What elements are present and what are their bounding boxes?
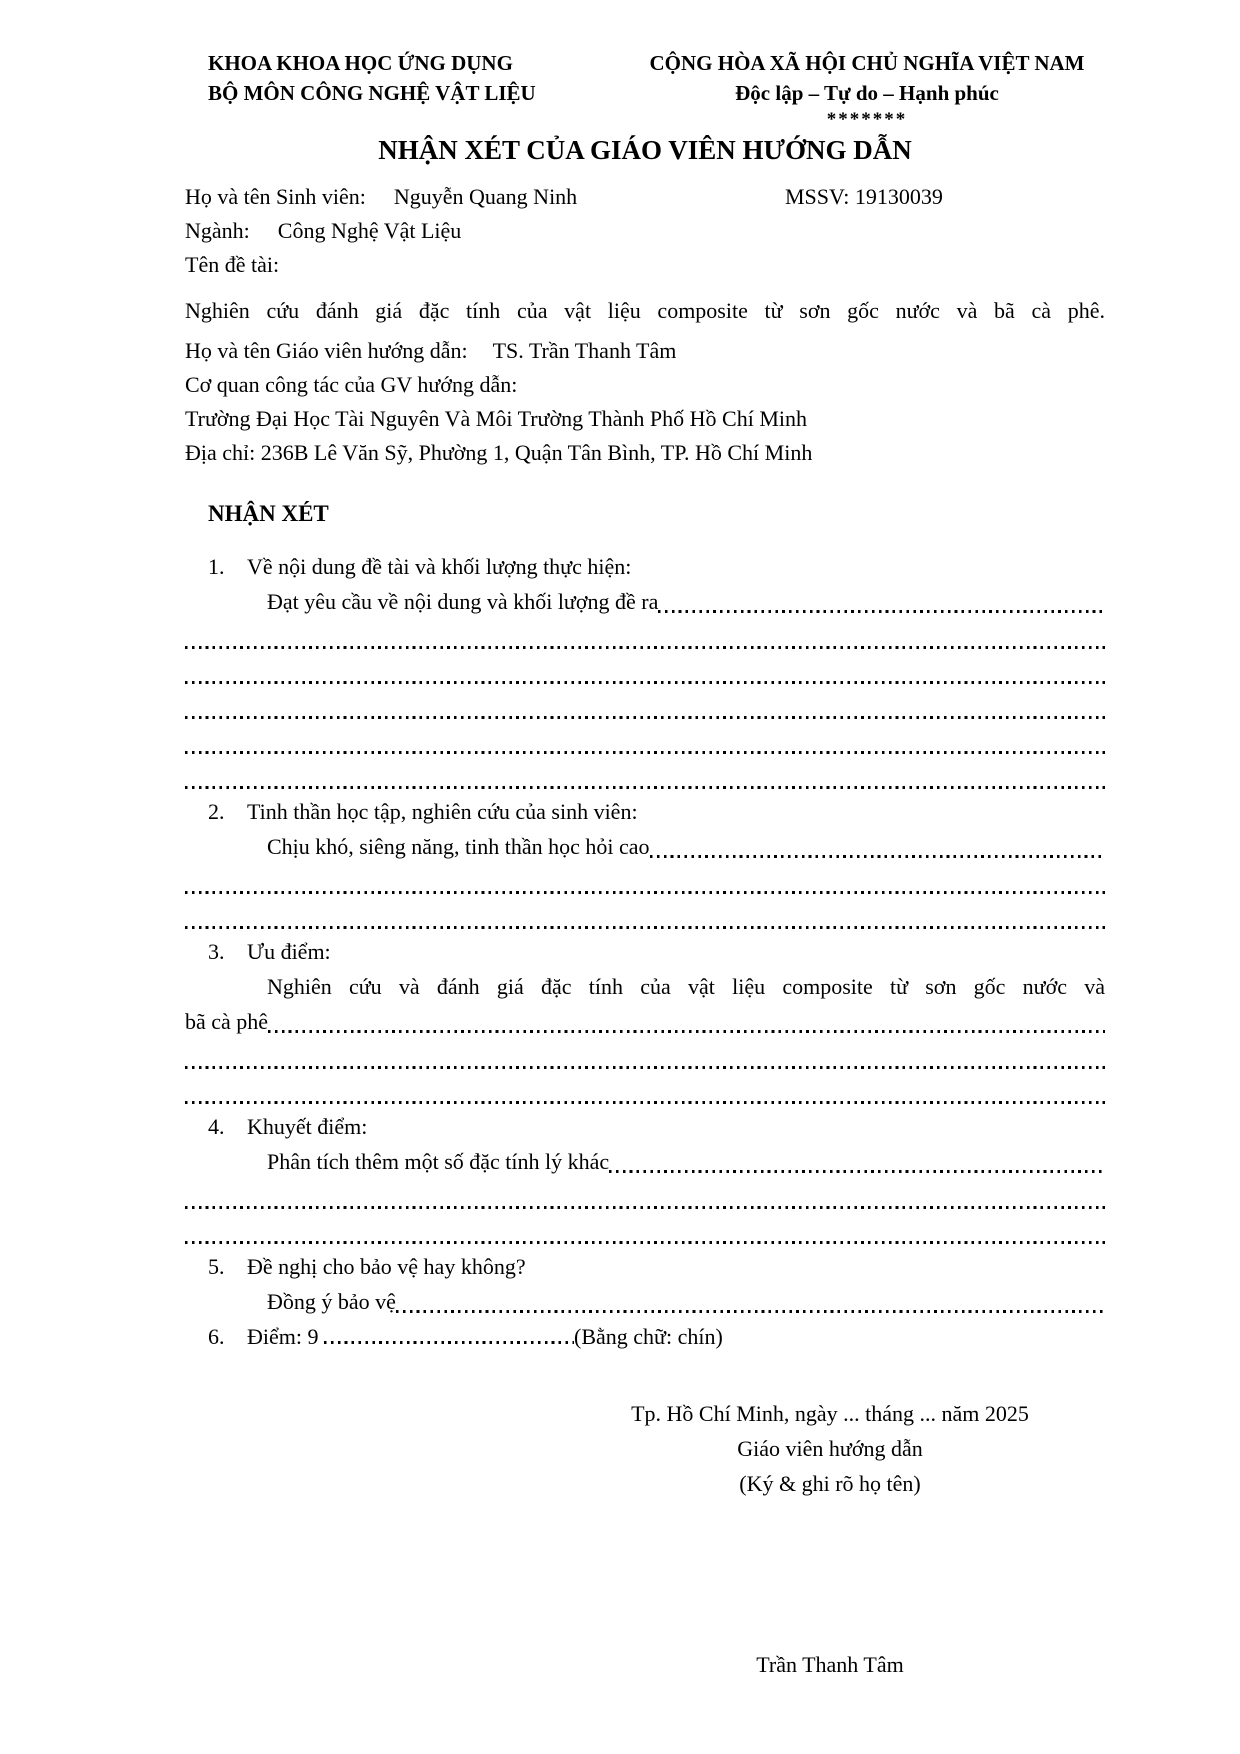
dotted-leader <box>324 1341 574 1344</box>
item-1-answer <box>185 584 1105 619</box>
signature-note-line: (Ký & ghi rõ họ tên) <box>739 1471 921 1496</box>
student-label: Họ và tên Sinh viên: <box>185 184 366 209</box>
item-3-heading <box>185 934 1105 969</box>
national-motto-line1: CỘNG HÒA XÃ HỘI CHỦ NGHĨA VIỆT NAM <box>649 51 1085 75</box>
dotted-leader <box>609 1170 1105 1173</box>
student-id: MSSV: 19130039 <box>785 184 943 209</box>
item-1-heading <box>185 549 1105 584</box>
dotted-fill-line <box>185 689 1105 724</box>
item-5-answer-text: Đồng ý bảo vệ <box>267 1289 396 1314</box>
address-line: Địa chỉ: 236B Lê Văn Sỹ, Phường 1, Quận Tân Bình, TP. Hồ Chí Minh <box>185 440 813 465</box>
workplace-value-line: Trường Đại Học Tài Nguyên Và Môi Trường Thành Phố Hồ Chí Minh <box>185 406 808 431</box>
dotted-fill-line <box>185 654 1105 689</box>
division-name: BỘ MÔN CÔNG NGHỆ VẬT LIỆU <box>208 81 536 105</box>
national-motto-line2: Độc lập – Tự do – Hạnh phúc <box>735 81 999 105</box>
signature-block <box>555 1396 1105 1501</box>
department-block <box>208 48 536 108</box>
dotted-fill-line <box>185 759 1105 794</box>
item-6-heading <box>185 1319 1105 1354</box>
item-4-number: 4. <box>208 1114 225 1139</box>
dotted-leader <box>658 610 1105 613</box>
dotted-fill-line <box>185 1039 1105 1074</box>
topic-label: Tên đề tài: <box>185 252 280 277</box>
item-6-score: Điểm: 9 <box>247 1324 324 1349</box>
item-3-label: Ưu điểm: <box>247 939 331 964</box>
faculty-name: KHOA KHOA HỌC ỨNG DỤNG <box>208 51 513 75</box>
item-3-answer-line1: Nghiên cứu và đánh giá đặc tính của vật liệu composite từ sơn gốc nước và <box>267 974 1105 999</box>
dotted-fill-line <box>185 1074 1105 1109</box>
dotted-leader <box>396 1310 1105 1313</box>
item-1-answer-text: Đạt yêu cầu về nội dung và khối lượng đề ra <box>267 589 659 614</box>
signature-date-line: Tp. Hồ Chí Minh, ngày ... tháng ... năm 2025 <box>631 1401 1029 1426</box>
major-line <box>185 214 1105 248</box>
item-6-number: 6. <box>208 1324 225 1349</box>
signer-name: Trần Thanh Tâm <box>756 1652 904 1677</box>
dotted-fill-line <box>185 619 1105 654</box>
major-value: Công Nghệ Vật Liệu <box>277 218 462 243</box>
dotted-leader <box>650 855 1106 858</box>
advisor-label: Họ và tên Giáo viên hướng dẫn: <box>185 338 468 363</box>
item-2-label: Tinh thần học tập, nghiên cứu của sinh viên: <box>247 799 638 824</box>
item-2-heading <box>185 794 1105 829</box>
workplace-label-line: Cơ quan công tác của GV hướng dẫn: <box>185 372 518 397</box>
item-3-number: 3. <box>208 939 225 964</box>
signature-role-line: Giáo viên hướng dẫn <box>737 1436 923 1461</box>
topic-value-line: Nghiên cứu đánh giá đặc tính của vật liệu composite từ sơn gốc nước và bã cà phê. <box>185 298 1105 323</box>
item-4-heading <box>185 1109 1105 1144</box>
item-2-answer <box>185 829 1105 864</box>
item-2-answer-text: Chịu khó, siêng năng, tinh thần học hỏi cao <box>267 834 650 859</box>
dotted-fill-line <box>185 864 1105 899</box>
major-label: Ngành: <box>185 218 250 243</box>
topic-label-line <box>185 248 1105 282</box>
item-4-label: Khuyết điểm: <box>247 1114 368 1139</box>
item-6-score-words: (Bằng chữ: chín) <box>574 1324 723 1349</box>
student-line <box>185 180 1105 214</box>
item-5-label: Đề nghị cho bảo vệ hay không? <box>247 1254 526 1279</box>
advisor-name: TS. Trần Thanh Tâm <box>492 338 677 363</box>
divider-stars: ******* <box>826 109 908 130</box>
dotted-fill-line <box>185 1179 1105 1214</box>
section-heading: NHẬN XÉT <box>208 501 329 526</box>
item-5-number: 5. <box>208 1254 225 1279</box>
item-4-answer-text: Phân tích thêm một số đặc tính lý khác <box>267 1149 610 1174</box>
item-1-label: Về nội dung đề tài và khối lượng thực hiện: <box>247 554 632 579</box>
dotted-leader <box>268 1030 1105 1033</box>
dotted-fill-line <box>185 724 1105 759</box>
dotted-fill-line <box>185 1214 1105 1249</box>
item-3-answer-line2 <box>185 1004 1105 1039</box>
national-header-block <box>647 48 1087 132</box>
page-title: NHẬN XÉT CỦA GIÁO VIÊN HƯỚNG DẪN <box>378 135 912 165</box>
item-4-answer <box>185 1144 1105 1179</box>
advisor-line <box>185 334 1105 368</box>
student-name: Nguyễn Quang Ninh <box>393 184 578 209</box>
review-items <box>185 549 1105 1354</box>
student-info-block <box>185 180 1105 470</box>
page-header <box>185 48 1105 132</box>
dotted-fill-line <box>185 899 1105 934</box>
item-5-answer <box>185 1284 1105 1319</box>
item-2-number: 2. <box>208 799 225 824</box>
item-1-number: 1. <box>208 554 225 579</box>
item-5-heading <box>185 1249 1105 1284</box>
item-3-answer-text: bã cà phê <box>185 1009 269 1034</box>
